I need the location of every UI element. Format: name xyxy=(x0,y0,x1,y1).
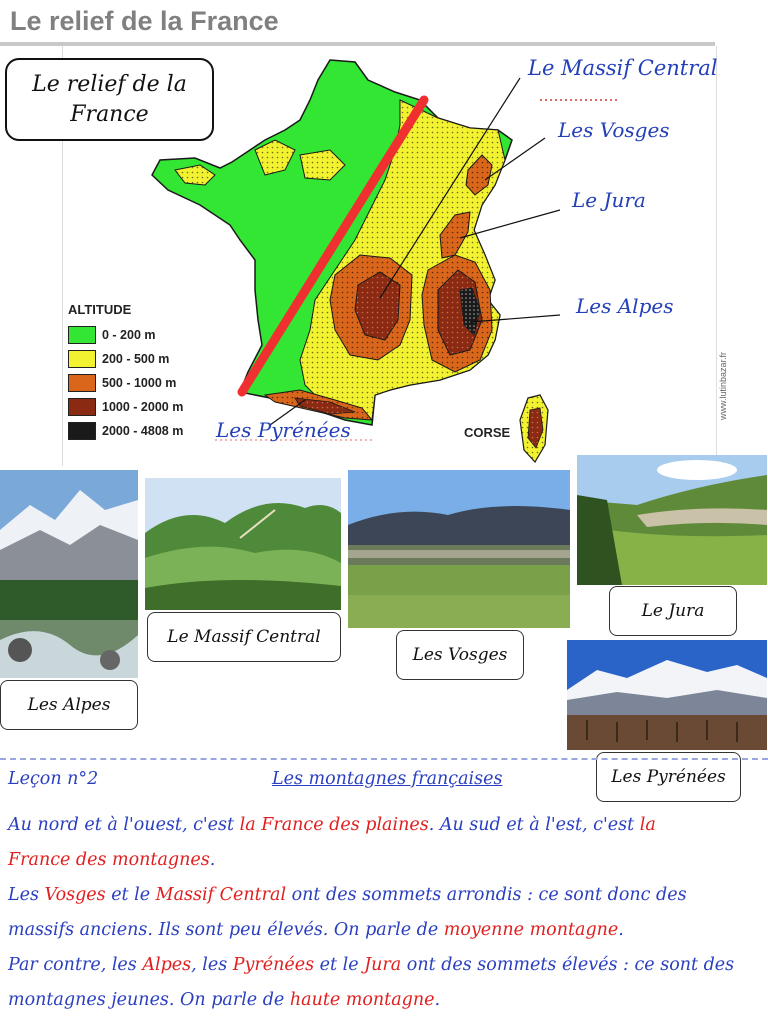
lesson-separator xyxy=(0,758,768,760)
caption-massif-central xyxy=(147,612,341,662)
highlight-plaines: la France des plaines xyxy=(239,815,429,835)
lesson-line-5 xyxy=(8,948,760,983)
text-segment: . xyxy=(434,990,441,1010)
legend-label: 200 - 500 m xyxy=(102,352,170,366)
highlight-pyrenees: Pyrénées xyxy=(232,955,315,975)
legend-item xyxy=(68,323,183,347)
text-segment: ont des sommets élevés : ce sont des xyxy=(401,955,735,975)
legend-label: 2000 - 4808 m xyxy=(102,424,184,438)
photo-alpes xyxy=(0,470,138,678)
legend-item xyxy=(68,371,183,395)
map-title-text: Le relief de la France xyxy=(32,71,187,127)
caption-massif-central-text: Le Massif Central xyxy=(167,627,321,647)
legend-swatch xyxy=(68,398,96,416)
text-segment: et le xyxy=(314,955,365,975)
lesson-line-4 xyxy=(8,913,760,948)
legend-label: 1000 - 2000 m xyxy=(102,400,184,414)
label-alpes: Les Alpes xyxy=(576,294,674,318)
highlight-haute-montagne: haute montagne xyxy=(289,990,435,1010)
text-segment: . xyxy=(209,850,216,870)
legend-swatch xyxy=(68,374,96,392)
text-segment: et le xyxy=(105,885,156,905)
text-segment: . Au sud et à l'est, c'est xyxy=(428,815,640,835)
highlight-montagnes: France des montagnes xyxy=(8,850,210,870)
highlight-la: la xyxy=(639,815,656,835)
legend-label: 0 - 200 m xyxy=(102,328,156,342)
label-jura: Le Jura xyxy=(572,188,646,212)
label-massif-central: Le Massif Central xyxy=(528,56,718,80)
highlight-moyenne-montagne: moyenne montagne xyxy=(443,920,619,940)
highlight-jura: Jura xyxy=(364,955,402,975)
map-title-box xyxy=(5,58,214,141)
site-credit: www.lutinbazar.fr xyxy=(718,351,728,420)
caption-vosges xyxy=(396,630,524,680)
legend-swatch xyxy=(68,422,96,440)
caption-vosges-text: Les Vosges xyxy=(412,645,508,665)
text-segment: massifs anciens. Ils sont peu élevés. On parle de xyxy=(8,920,444,940)
lesson-heading: Les montagnes françaises xyxy=(272,769,503,789)
text-segment: Les xyxy=(8,885,45,905)
photo-pyrenees xyxy=(567,640,767,750)
legend-swatch xyxy=(68,326,96,344)
lesson-line-1 xyxy=(8,808,760,843)
photo-massif-central xyxy=(145,478,341,610)
highlight-vosges: Vosges xyxy=(44,885,106,905)
highlight-massif-central: Massif Central xyxy=(155,885,287,905)
legend-title: ALTITUDE xyxy=(68,302,132,317)
lesson-line-6 xyxy=(8,983,760,1018)
lesson-body xyxy=(8,808,760,1018)
legend-label: 500 - 1000 m xyxy=(102,376,177,390)
photo-vosges xyxy=(348,470,570,628)
highlight-alpes: Alpes xyxy=(142,955,192,975)
caption-pyrenees-text: Les Pyrénées xyxy=(611,767,726,787)
caption-alpes xyxy=(0,680,138,730)
altitude-legend xyxy=(68,302,183,443)
photo-jura xyxy=(577,455,767,585)
label-corse: CORSE xyxy=(464,425,511,440)
caption-alpes-text: Les Alpes xyxy=(27,695,111,715)
text-segment: , les xyxy=(191,955,233,975)
legend-item xyxy=(68,347,183,371)
text-segment: ont des sommets arrondis : ce sont donc des xyxy=(286,885,687,905)
lesson-line-3 xyxy=(8,878,760,913)
caption-jura xyxy=(609,586,737,636)
text-segment: Par contre, les xyxy=(8,955,143,975)
text-segment: Au nord et à l'ouest, c'est xyxy=(8,815,240,835)
label-vosges: Les Vosges xyxy=(558,118,670,142)
lesson-number: Leçon n°2 xyxy=(8,769,99,789)
legend-item xyxy=(68,395,183,419)
caption-jura-text: Le Jura xyxy=(641,601,705,621)
page-title: Le relief de la France xyxy=(10,6,279,36)
legend-item xyxy=(68,419,183,443)
text-segment: montagnes jeunes. On parle de xyxy=(8,990,290,1010)
legend-swatch xyxy=(68,350,96,368)
label-pyrenees: Les Pyrénées xyxy=(216,418,351,442)
text-segment: . xyxy=(618,920,624,940)
lesson-line-2 xyxy=(8,843,760,878)
